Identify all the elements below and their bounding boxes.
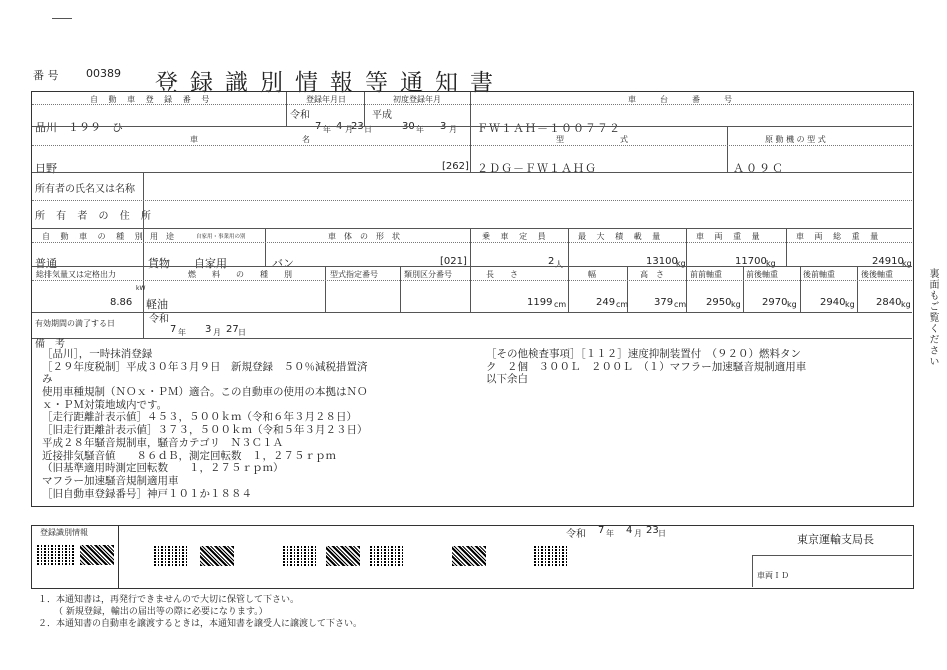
divider — [470, 92, 471, 126]
remark-line: ［品川］，一時抹消登録 — [42, 348, 153, 360]
height-label: 高 さ — [640, 270, 664, 279]
qr-code-image — [326, 546, 360, 566]
issue-year: 7 — [598, 525, 605, 536]
gross-weight-label: 車 両 総 重 量 — [796, 232, 883, 241]
ff-axle-label: 前前軸重 — [690, 270, 722, 279]
reg-year: 7 — [315, 121, 322, 132]
kg-unit: kg — [731, 300, 741, 309]
divider — [32, 228, 912, 229]
vehicle-weight-label: 車 両 重 量 — [696, 232, 764, 241]
remark-line: 近接排気騒音値 ８６ｄＢ，測定回転数 １，２７５ｒｐｍ — [42, 449, 336, 462]
year-unit: 年 — [323, 125, 331, 134]
qr-code-image — [200, 546, 234, 566]
divider — [470, 228, 471, 266]
day-unit: 日 — [364, 125, 372, 134]
divider — [32, 126, 912, 127]
vehicle-weight: 11700 — [735, 256, 767, 267]
note-line: ２．本通知書の自動車を譲渡するときは，本通知書を譲受人に譲渡して下さい。 — [38, 619, 363, 629]
divider — [32, 338, 912, 339]
width-label: 幅 — [588, 270, 596, 279]
chassis-no: ＦＷ１ＡＨ－１００７７２ — [477, 122, 621, 135]
remark-line: 以下余白 — [486, 373, 528, 386]
qr-code-image — [370, 546, 404, 566]
reg-month: 4 — [336, 121, 343, 132]
divider — [265, 228, 266, 266]
divider — [686, 228, 687, 266]
divider — [568, 228, 569, 266]
displacement-label: 総排気量又は定格出力 — [36, 270, 116, 279]
length: 1199 — [527, 297, 553, 308]
remark-line: マフラー加速騒音規制適用車 — [42, 474, 179, 487]
vehicle-id-label: 車両ＩＤ — [757, 571, 789, 580]
divider — [325, 266, 326, 312]
owner-name-label: 所有者の氏名又は名称 — [35, 184, 135, 195]
remark-line: ［走行距離計表示値］４５３，５００ｋｍ（令和６年３月２８日） — [42, 411, 357, 424]
divider — [32, 242, 912, 243]
remark-line: ク ２個 ３００Ｌ ２００Ｌ （１）マフラー加速騒音規制適用車 — [486, 360, 807, 373]
remark-line: ［旧自動車登録番号］神戸１０１か１８８４ — [42, 487, 252, 500]
use-value: 貨物 — [148, 257, 170, 270]
cm-unit: cm — [674, 300, 687, 309]
vehicle-kind: 普通 — [35, 257, 57, 270]
engine-type: Ａ０９Ｃ — [733, 162, 785, 175]
divider — [32, 200, 912, 201]
divider — [786, 228, 787, 266]
qr-code-image — [452, 546, 486, 566]
engine-type-label: 原 動 機 の 型 式 — [765, 135, 826, 144]
reg-no-label: 自 動 車 登 録 番 号 — [90, 95, 214, 104]
kg-unit: kg — [766, 259, 776, 268]
max-load-label: 最 大 積 載 量 — [578, 232, 665, 241]
first-reg-year: 30 — [402, 121, 415, 132]
day-unit: 日 — [238, 328, 246, 337]
divider — [32, 266, 912, 267]
fr-axle-label: 前後軸重 — [746, 270, 778, 279]
reg-era: 令和 — [290, 110, 310, 121]
remark-line: （旧基準適用時測定回転数 １，２７５ｒｐｍ） — [42, 462, 284, 475]
capacity-label: 乗 車 定 員 — [482, 232, 550, 241]
first-reg-label: 初度登録年月 — [393, 95, 441, 104]
type-no-label: 型式指定番号 — [330, 270, 378, 279]
fuel-type: 軽油 — [146, 298, 168, 311]
year-unit: 年 — [606, 529, 614, 538]
model-type: ２ＤＧ－ＦＷ１ＡＨＧ — [477, 162, 597, 175]
rr-axle-label: 後後軸重 — [861, 270, 893, 279]
ff-axle-weight: 2950 — [706, 297, 732, 308]
divider — [752, 555, 912, 556]
first-reg-month: 3 — [440, 121, 447, 132]
remark-line: ｘ・ＰＭ対策地域内です。 — [42, 398, 168, 411]
divider — [470, 266, 471, 312]
owner-address-label: 所 有 者 の 住 所 — [35, 211, 155, 222]
divider — [743, 266, 744, 312]
expiry-month: 3 — [205, 324, 212, 335]
remarks-label: 備 考 — [35, 339, 65, 350]
divider — [364, 92, 365, 126]
vehicle-kind-label: 自 動 車 の 種 別 — [42, 232, 147, 241]
day-unit: 日 — [658, 529, 666, 538]
issue-era: 令和 — [566, 529, 586, 540]
note-line: １．本通知書は，再発行できませんので大切に保管して下さい。 — [38, 595, 300, 605]
divider — [400, 266, 401, 312]
kg-unit: kg — [845, 300, 855, 309]
month-unit: 月 — [634, 529, 642, 538]
expiry-era: 令和 — [149, 314, 169, 325]
remarks-left — [42, 348, 368, 500]
number-label: 番 号 — [33, 69, 59, 82]
use-label: 用 途 — [150, 232, 174, 241]
body-code: [021] — [440, 256, 467, 267]
fuel-type-label: 燃 料 の 種 別 — [188, 270, 296, 279]
remark-line: ［旧走行距離計表示値］３７３，５００ｋｍ（令和５年３月２３日） — [42, 424, 368, 437]
divider — [286, 92, 287, 126]
divider — [32, 280, 912, 281]
scan-mark — [52, 18, 72, 19]
expiry-day: 27 — [226, 324, 239, 335]
body-shape-label: 車 体 の 形 状 — [328, 232, 400, 241]
divider — [470, 126, 471, 172]
divider — [800, 266, 801, 312]
kg-unit: kg — [676, 259, 686, 268]
document-title: 登録識別情報等通知書 — [155, 70, 505, 96]
qr-code-image — [154, 546, 188, 566]
expiry-year: 7 — [170, 324, 177, 335]
first-reg-era: 平成 — [372, 110, 392, 121]
width: 249 — [596, 297, 616, 308]
expiry-label: 有効期間の満了する日 — [35, 319, 115, 328]
class-no-label: 類別区分番号 — [404, 270, 452, 279]
private-use: 自家用 — [194, 257, 227, 270]
issue-month: 4 — [626, 525, 633, 536]
month-unit: 月 — [449, 125, 457, 134]
make-code: [262] — [442, 161, 469, 172]
use-sub-label: 自家用・事業用の別 — [196, 234, 246, 240]
cm-unit: cm — [554, 300, 567, 309]
document-number: 00389 — [86, 67, 121, 80]
model-type-label: 型 式 — [556, 135, 628, 144]
divider — [143, 312, 144, 338]
capacity-unit: 人 — [555, 260, 563, 269]
gross-weight: 24910 — [872, 256, 904, 267]
remark-line: み — [42, 373, 53, 386]
kg-unit: kg — [901, 300, 911, 309]
max-load: 13100 — [646, 256, 678, 267]
qr-code-image — [283, 546, 317, 566]
rf-axle-label: 後前軸重 — [803, 270, 835, 279]
divider — [727, 126, 728, 172]
footer-notes — [38, 594, 362, 630]
year-unit: 年 — [416, 125, 424, 134]
issue-day: 23 — [646, 525, 659, 536]
remark-line: ［その他検査事項］［１１２］速度抑制装置付 （９２０）燃料タン — [486, 348, 801, 360]
rr-axle-weight: 2840 — [876, 297, 902, 308]
chassis-no-label: 車 台 番 号 — [628, 95, 732, 104]
kg-unit: kg — [902, 259, 912, 268]
displacement: 8.86 — [110, 297, 133, 308]
see-reverse-note: 裏面もご覧ください — [927, 268, 938, 367]
cm-unit: cm — [616, 300, 629, 309]
remark-line: 平成２８年騒音規制車，騒音カテゴリ Ｎ３Ｃ１Ａ — [42, 436, 284, 449]
capacity: 2 — [548, 256, 555, 267]
divider — [568, 266, 569, 312]
qr-code-image — [534, 546, 568, 566]
issuer: 東京運輸支局長 — [797, 533, 874, 546]
qr-code-image — [80, 545, 114, 565]
make: 日野 — [35, 162, 57, 175]
year-unit: 年 — [178, 328, 186, 337]
ident-label: 登録識別情報 — [40, 528, 88, 537]
displacement-unit: kW — [136, 285, 146, 292]
month-unit: 月 — [213, 328, 221, 337]
divider — [32, 172, 912, 173]
remarks-right — [486, 348, 806, 386]
divider — [32, 145, 912, 146]
remark-line: 使用車種規制（ＮＯｘ・ＰＭ）適合。この自動車の使用の本拠はＮＯ — [42, 386, 368, 399]
remark-line: ［２９年度税制］平成３０年３月９日 新規登録 ５０％減税措置済 — [42, 360, 368, 373]
kg-unit: kg — [787, 300, 797, 309]
make-label: 車 名 — [190, 135, 310, 144]
length-label: 長 さ — [486, 270, 518, 279]
divider — [857, 266, 858, 312]
divider — [752, 555, 753, 587]
note-line: （ 新規登録，輸出の届出等の際に必要になります。） — [54, 607, 268, 617]
height: 379 — [654, 297, 674, 308]
reg-no: 品川 １９９ ひ — [35, 121, 123, 134]
divider — [32, 104, 912, 105]
rf-axle-weight: 2940 — [820, 297, 846, 308]
fr-axle-weight: 2970 — [762, 297, 788, 308]
month-unit: 月 — [345, 125, 353, 134]
qr-code-image — [37, 545, 75, 565]
reg-day: 23 — [351, 121, 364, 132]
reg-date-label: 登録年月日 — [306, 95, 346, 104]
divider — [143, 228, 144, 266]
body-shape: バン — [272, 257, 294, 270]
